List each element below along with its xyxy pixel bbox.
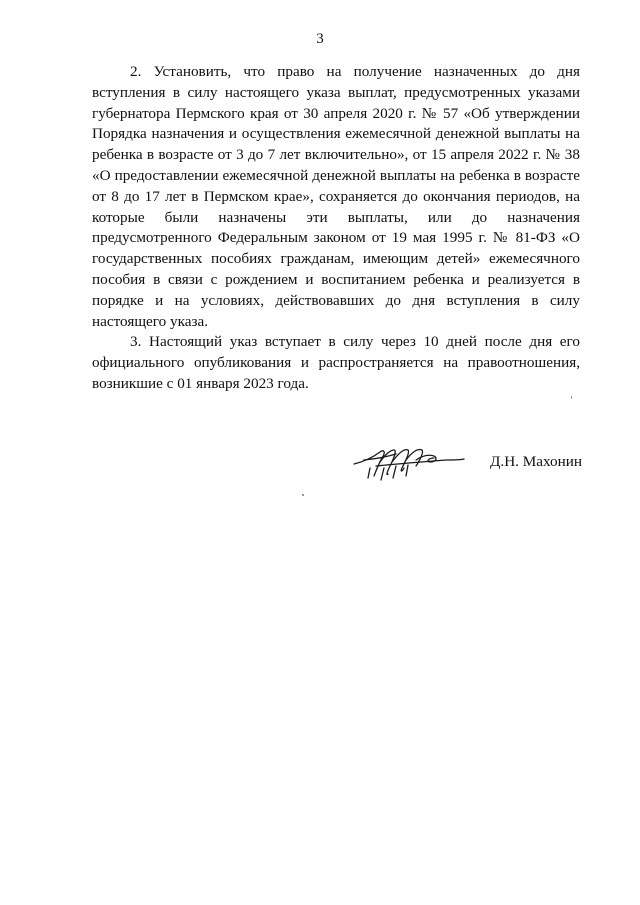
document-body bbox=[92, 62, 580, 395]
scan-speck bbox=[571, 396, 572, 399]
signatory-name: Д.Н. Махонин bbox=[490, 453, 582, 470]
paragraph-2: 2. Установить, что право на получение назначенных до дня вступления в силу настоящего указа выплат, предусмотренных указами губернатора Пермского края от 30 апреля 2020 г. № 57 «Об утверждении Порядка назначения и осуществления ежемесячной денежной выплаты на ребенка в возрасте от 3 до 7 лет включительно», от 15 апреля 2022 г. № 38 «О предоставлении ежемесячной денежной выплаты на ребенка в возрасте от 8 до 17 лет в Пермском крае», сохраняется до окончания периодов, на которые были назначены эти выплаты, или до назначения предусмотренного Федеральным законом от 19 мая 1995 г. № 81-ФЗ «О государственных пособиях гражданам, имеющим детей» ежемесячного пособия в связи с рождением и воспитанием ребенка и реализуется в порядке и на условиях, действовавших до дня вступления в силу настоящего указа. bbox=[92, 63, 580, 330]
scan-speck bbox=[302, 494, 304, 496]
handwritten-signature bbox=[350, 438, 468, 482]
paragraph-3: 3. Настоящий указ вступает в силу через 10 дней после дня его официального опубликования и распространяется на правоотношения, возникшие с 01 января 2023 года. bbox=[92, 333, 580, 392]
signature-block bbox=[350, 438, 582, 488]
page-number: 3 bbox=[316, 31, 324, 47]
